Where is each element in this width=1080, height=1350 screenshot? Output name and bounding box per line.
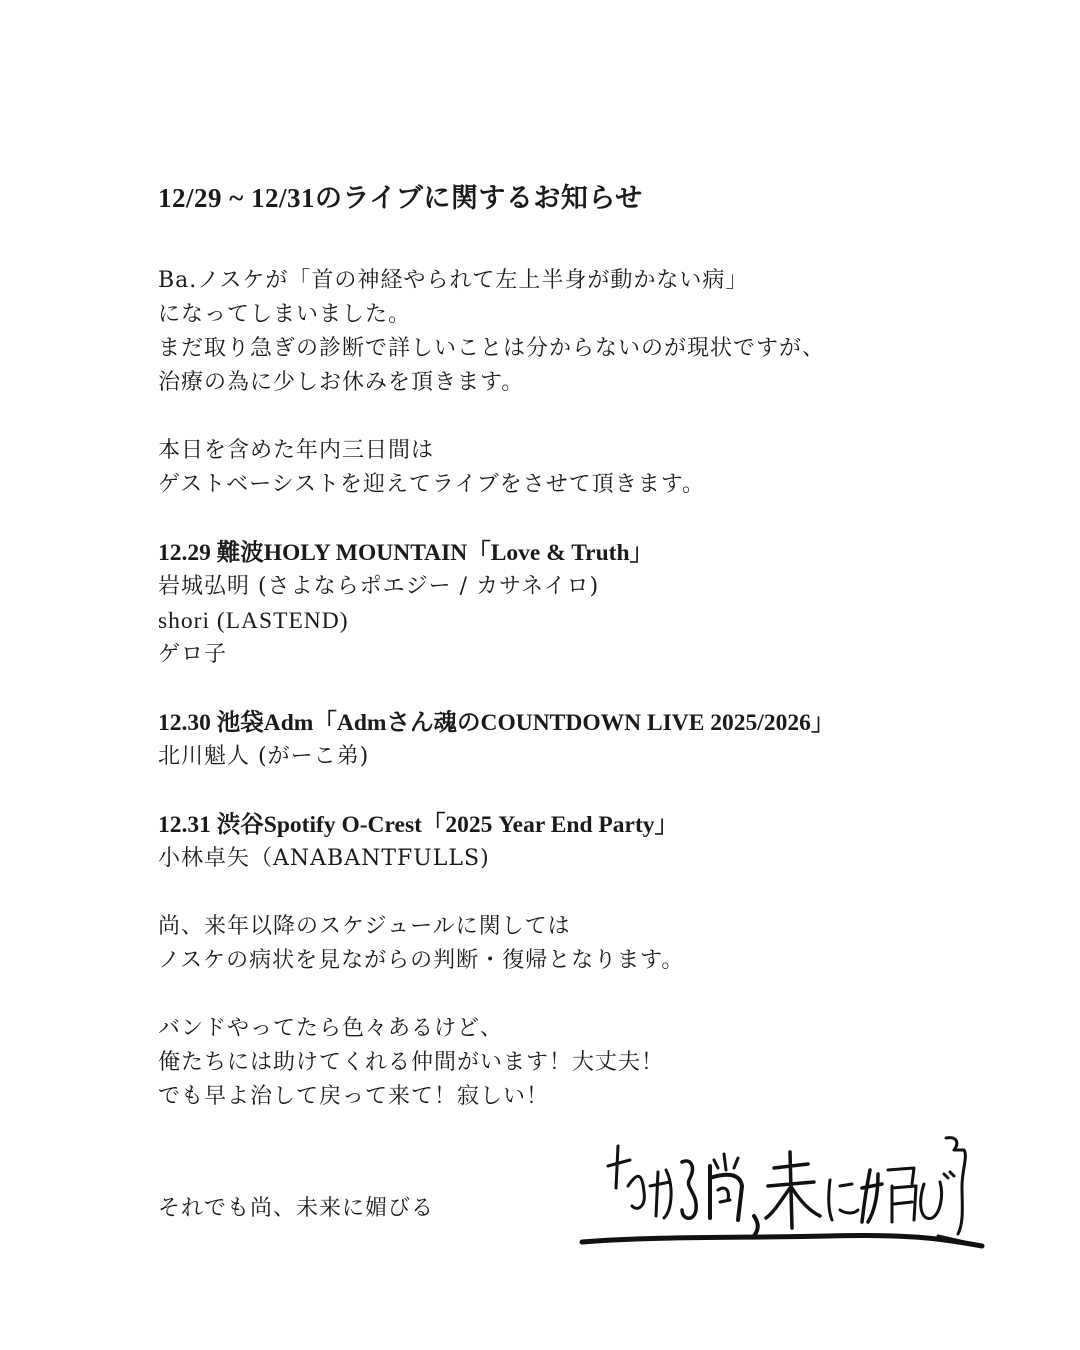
event-1293 (158, 536, 1038, 672)
guest-name: shori (LASTEND) (158, 608, 349, 634)
schedule-note-paragraph (158, 910, 1038, 978)
event-1230 (158, 706, 1038, 774)
intro-line: Ba.ノスケが「首の神経やられて左上半身が動かない病」 (158, 268, 749, 293)
event-heading: 12.30 池袋Adm「Admさん魂のCOUNTDOWN LIVE 2025/2026」 (158, 710, 835, 736)
schedule-note-line: ノスケの病状を見ながらの判断・復帰となります。 (158, 948, 685, 973)
closing-paragraph (158, 1012, 1038, 1114)
signoff-text: それでも尚、未来に媚びる (158, 1196, 435, 1221)
closing-line: 俺たちには助けてくれる仲間がいます！大丈夫！ (158, 1050, 665, 1075)
guest-name: 北川魁人 (がーこ弟) (158, 744, 370, 769)
intro-line: になってしまいました。 (158, 302, 412, 327)
intro-line: 治療の為に少しお休みを頂きます。 (158, 370, 525, 395)
notice-title: 12/29 ~ 12/31のライブに関するお知らせ (158, 183, 643, 213)
schedule-note-line: 尚、来年以降のスケジュールに関しては (158, 914, 571, 939)
guest-name: 小林卓矢（ANABANTFULLS) (158, 846, 490, 871)
closing-line: バンドやってたら色々あるけど、 (158, 1016, 504, 1041)
guest-notice-line: 本日を含めた年内三日間は (158, 438, 435, 463)
intro-line: まだ取り急ぎの診断で詳しいことは分からないのが現状ですが、 (158, 336, 826, 361)
guest-notice-paragraph (158, 434, 1038, 502)
event-heading: 12.31 渋谷Spotify O-Crest「2025 Year End Party」 (158, 812, 679, 838)
guest-notice-line: ゲストベーシストを迎えてライブをさせて頂きます。 (158, 472, 705, 497)
intro-paragraph (158, 264, 1038, 400)
calligraphy-signature (578, 1126, 988, 1262)
notice-body (158, 178, 1038, 1114)
guest-name: 岩城弘明 (さよならポエジー / カサネイロ) (158, 574, 600, 599)
closing-line: でも早よ治して戻って来て！寂しい！ (158, 1084, 550, 1109)
event-1231 (158, 808, 1038, 876)
event-heading: 12.29 難波HOLY MOUNTAIN「Love & Truth」 (158, 540, 654, 566)
guest-name: ゲロ子 (158, 642, 228, 667)
